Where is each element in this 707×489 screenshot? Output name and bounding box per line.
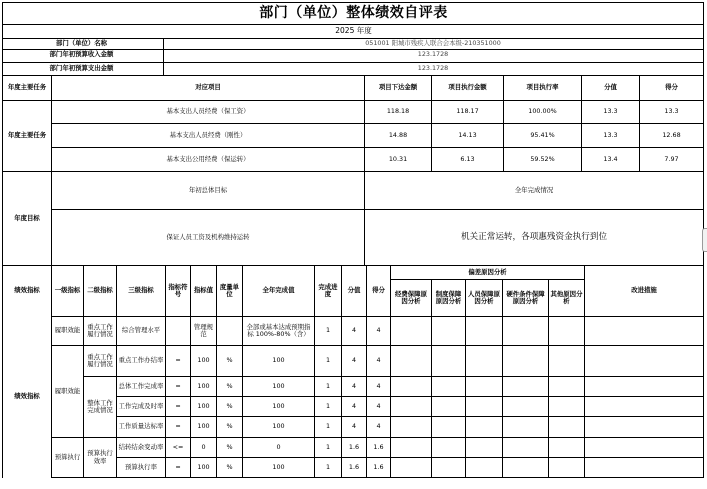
unit-name-value: 051001 阳城市残疾人联合会本级-210351000 bbox=[365, 39, 501, 48]
target-cell: 0 bbox=[201, 442, 206, 451]
level2-cell: 重点工作履行情况 bbox=[87, 352, 113, 368]
score-cell: 4 bbox=[376, 356, 381, 365]
level2-cell: 整体工作完成情况 bbox=[87, 398, 113, 414]
grid-line bbox=[51, 477, 704, 478]
tasks-header-score: 得分 bbox=[665, 83, 678, 92]
header-dev-policy: 制度保障原因分析 bbox=[435, 289, 462, 305]
goals-label: 年度目标 bbox=[14, 213, 40, 222]
progress-cell: 1 bbox=[325, 422, 331, 431]
header-level1: 一级指标 bbox=[54, 286, 81, 295]
task-executed: 14.13 bbox=[458, 130, 477, 139]
operator-cell bbox=[166, 317, 190, 345]
budget-income-label: 部门年初预算收入金额 bbox=[49, 50, 114, 59]
grid-line bbox=[51, 147, 704, 148]
grid-line bbox=[2, 2, 704, 3]
budget-expense-value: 123.1728 bbox=[417, 63, 449, 72]
grid-line bbox=[2, 2, 3, 478]
task-item: 基本支出人员经费（刚性） bbox=[169, 130, 247, 139]
task-score: 13.3 bbox=[664, 107, 679, 116]
grid-line bbox=[51, 209, 704, 210]
tasks-header-executed: 项目执行金额 bbox=[448, 83, 487, 92]
grid-line bbox=[502, 279, 503, 478]
indicators-section-label: 绩效指标 bbox=[14, 286, 40, 295]
grid-line bbox=[639, 75, 640, 172]
header-score: 得分 bbox=[372, 286, 385, 295]
header-dev-staff: 人员保障原因分析 bbox=[468, 289, 500, 305]
level3-cell: 工作完成及时率 bbox=[118, 401, 164, 410]
tasks-header-item: 对应项目 bbox=[195, 83, 221, 92]
grid-line bbox=[2, 265, 704, 266]
header-level3: 三级指标 bbox=[128, 286, 154, 295]
header-dev-funds: 经费保障原因分析 bbox=[395, 289, 427, 305]
grid-line bbox=[2, 62, 704, 63]
operator-cell: = bbox=[175, 381, 181, 390]
progress-cell: 1 bbox=[325, 401, 331, 410]
score-cell: 4 bbox=[376, 401, 381, 410]
page-title: 部门（单位）整体绩效自评表 bbox=[259, 4, 448, 21]
unit-cell: % bbox=[226, 422, 233, 431]
operator-cell: <= bbox=[172, 442, 184, 451]
task-issued: 10.31 bbox=[388, 154, 408, 163]
grid-line bbox=[366, 265, 367, 478]
level1-cell: 履职效能 bbox=[54, 326, 81, 335]
level1-cell: 履职效能 bbox=[54, 386, 81, 395]
actual-cell: 0 bbox=[276, 442, 281, 451]
budget-income-value: 123.1728 bbox=[417, 50, 449, 59]
score-cell: 1.6 bbox=[373, 462, 384, 471]
task-executed: 118.17 bbox=[456, 107, 479, 116]
grid-line bbox=[548, 279, 549, 478]
level3-cell: 综合管理水平 bbox=[121, 326, 161, 335]
task-executed: 6.13 bbox=[460, 154, 475, 163]
tasks-header-score-value: 分值 bbox=[604, 83, 617, 92]
grid-line bbox=[390, 265, 391, 478]
level3-cell: 总体工作完成率 bbox=[118, 381, 164, 390]
level3-cell: 结转结余变动率 bbox=[118, 442, 164, 451]
score-cell: 4 bbox=[376, 326, 381, 335]
level3-cell: 重点工作办结率 bbox=[118, 356, 164, 365]
score-value-cell: 4 bbox=[351, 381, 357, 390]
tasks-row-label: 年度主要任务 bbox=[7, 131, 47, 140]
header-score-value: 分值 bbox=[347, 286, 361, 295]
unit-cell: % bbox=[226, 442, 233, 451]
score-cell: 4 bbox=[376, 381, 381, 390]
score-value-cell: 1.6 bbox=[348, 442, 360, 451]
header-deviation: 偏差原因分析 bbox=[468, 267, 507, 276]
task-rate: 100.00% bbox=[528, 107, 557, 116]
grid-line bbox=[2, 38, 704, 39]
header-target: 指标值 bbox=[193, 286, 214, 295]
score-value-cell: 4 bbox=[351, 326, 357, 335]
task-score: 12.68 bbox=[662, 130, 681, 139]
goals-completion-value: 机关正常运转，各项惠残资金执行到位 bbox=[460, 231, 608, 242]
header-level2: 二级指标 bbox=[87, 286, 113, 295]
header-operator: 指标符号 bbox=[168, 282, 188, 298]
header-progress: 完成进度 bbox=[318, 282, 338, 298]
score-value-cell: 4 bbox=[351, 401, 357, 410]
level2-cell: 预算执行效率 bbox=[87, 449, 113, 465]
grid-line bbox=[503, 75, 504, 172]
grid-line bbox=[581, 75, 582, 172]
unit-cell: % bbox=[226, 462, 233, 471]
year-label: 2025 年度 bbox=[335, 25, 372, 35]
grid-line bbox=[51, 123, 704, 124]
tasks-header-rate: 项目执行率 bbox=[526, 83, 559, 92]
grid-line bbox=[190, 265, 191, 478]
operator-cell: = bbox=[175, 356, 181, 365]
unit-cell: % bbox=[226, 356, 233, 365]
grid-line bbox=[163, 38, 164, 76]
goals-overall-value: 保证人员工资及机构维持运转 bbox=[166, 232, 250, 241]
grid-line bbox=[242, 265, 243, 478]
task-item: 基本支出公用经费（保运转） bbox=[166, 154, 250, 163]
header-measures: 改进措施 bbox=[631, 286, 657, 295]
progress-cell: 1 bbox=[325, 356, 331, 365]
unit-name-label: 部门（单位）名称 bbox=[55, 39, 108, 48]
grid-line bbox=[431, 279, 432, 478]
task-rate: 95.41% bbox=[530, 130, 555, 139]
score-cell: 1.6 bbox=[373, 442, 384, 451]
score-value-cell: 4 bbox=[351, 356, 357, 365]
grid-line bbox=[584, 265, 585, 478]
grid-line bbox=[51, 437, 704, 438]
task-score-value: 13.3 bbox=[603, 130, 618, 139]
actual-cell: 全部或基本达成预期指标 100%-80%（含） bbox=[246, 322, 311, 338]
score-value-cell: 1.6 bbox=[348, 462, 360, 471]
grid-line bbox=[2, 100, 704, 101]
progress-cell: 1 bbox=[325, 381, 331, 390]
grid-line bbox=[341, 265, 342, 478]
grid-line bbox=[2, 49, 704, 50]
grid-line bbox=[216, 265, 217, 478]
target-cell: 管理规范 bbox=[193, 322, 214, 338]
unit-cell: % bbox=[226, 381, 233, 390]
task-score: 7.97 bbox=[664, 154, 679, 163]
grid-line bbox=[314, 265, 315, 478]
task-item: 基本支出人员经费（保工资） bbox=[166, 107, 250, 116]
operator-cell: = bbox=[175, 462, 181, 471]
grid-line bbox=[116, 457, 704, 458]
actual-cell: 100 bbox=[272, 356, 285, 365]
goals-completion-header: 全年完成情况 bbox=[514, 185, 554, 194]
actual-cell: 100 bbox=[272, 462, 285, 471]
grid-line bbox=[2, 24, 704, 25]
task-issued: 118.18 bbox=[386, 107, 410, 116]
operator-cell: = bbox=[175, 401, 181, 410]
target-cell: 100 bbox=[197, 462, 210, 471]
score-cell: 4 bbox=[376, 422, 381, 431]
target-cell: 100 bbox=[197, 381, 210, 390]
actual-cell: 100 bbox=[272, 422, 285, 431]
operator-cell: = bbox=[175, 422, 181, 431]
budget-expense-label: 部门年初预算支出金额 bbox=[49, 63, 114, 72]
grid-line bbox=[83, 376, 704, 377]
tasks-header-issued: 项目下达金额 bbox=[378, 83, 418, 92]
grid-line bbox=[116, 396, 704, 397]
task-score-value: 13.4 bbox=[603, 154, 618, 163]
grid-line bbox=[51, 75, 52, 478]
header-dev-other: 其他原因分析 bbox=[550, 289, 583, 305]
level2-cell: 重点工作履行情况 bbox=[87, 322, 113, 338]
grid-line bbox=[465, 279, 466, 478]
grid-line bbox=[116, 265, 117, 478]
task-rate: 59.52% bbox=[530, 154, 555, 163]
header-dev-hardware: 硬件条件保障原因分析 bbox=[506, 289, 545, 305]
task-issued: 14.88 bbox=[388, 130, 408, 139]
goals-overall-header: 年初总体目标 bbox=[188, 185, 228, 194]
grid-line bbox=[83, 265, 84, 478]
target-cell: 100 bbox=[197, 401, 210, 410]
level1-cell: 预算执行 bbox=[54, 452, 81, 461]
progress-cell: 1 bbox=[325, 326, 331, 335]
score-value-cell: 4 bbox=[351, 422, 357, 431]
progress-cell: 1 bbox=[325, 442, 331, 451]
indicators-group-label: 绩效指标 bbox=[14, 392, 40, 401]
actual-cell: 100 bbox=[272, 381, 285, 390]
level3-cell: 工作质量达标率 bbox=[118, 422, 164, 431]
target-cell: 100 bbox=[197, 422, 210, 431]
scroll-grip[interactable] bbox=[702, 228, 707, 252]
grid-line bbox=[51, 316, 704, 317]
unit-cell: % bbox=[226, 401, 233, 410]
unit-cell bbox=[217, 317, 242, 345]
actual-cell: 100 bbox=[272, 401, 285, 410]
grid-line bbox=[165, 265, 166, 478]
grid-line bbox=[2, 75, 704, 76]
grid-line bbox=[390, 279, 585, 280]
grid-line bbox=[431, 75, 432, 172]
grid-line bbox=[364, 75, 365, 266]
header-actual: 全年完成值 bbox=[262, 286, 295, 295]
task-score-value: 13.3 bbox=[603, 107, 618, 116]
grid-line bbox=[51, 345, 704, 346]
tasks-section-label: 年度主要任务 bbox=[7, 83, 47, 92]
header-unit: 度量单位 bbox=[219, 282, 240, 298]
grid-line bbox=[2, 171, 704, 172]
target-cell: 100 bbox=[197, 356, 210, 365]
progress-cell: 1 bbox=[325, 462, 331, 471]
grid-line bbox=[116, 416, 704, 417]
level3-cell: 预算执行率 bbox=[125, 462, 157, 471]
